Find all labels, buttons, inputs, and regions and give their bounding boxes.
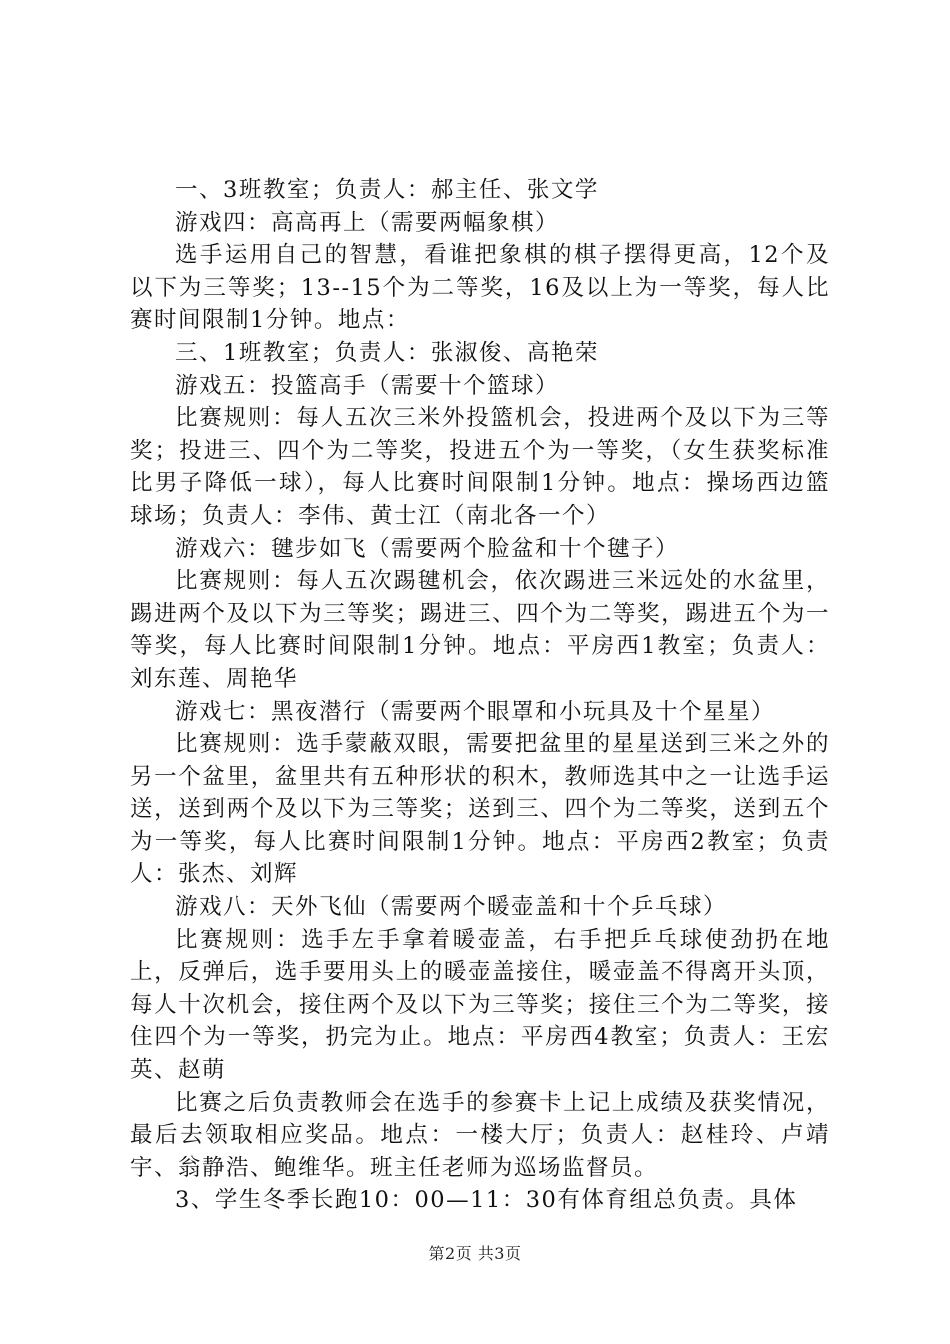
paragraph-location-class3: 一、3班教室；负责人：郝主任、张文学: [175, 177, 599, 203]
paragraph-after-contest: 比赛之后负责教师会在选手的参赛卡上记上成绩及获奖情况，最后去领取相应奖品。地点：一楼大厅；负责人：赵桂玲、卢靖宇、翁静浩、鲍维华。班主任老师为巡场监督员。: [130, 1089, 830, 1181]
paragraph-game6-rules: 比赛规则：每人五次踢毽机会，依次踢进三米远处的水盆里，踢进两个及以下为三等奖；踢进三、四个为二等奖，踢进五个为一等奖，每人比赛时间限制1分钟。地点：平房西1教室；负责人：刘东莲、周艳华: [130, 568, 830, 692]
heading-game6: 游戏六：毽步如飞（需要两个脸盆和十个毽子）: [175, 535, 680, 562]
paragraph-game7-rules: 比赛规则：选手蒙蔽双眼，需要把盆里的星星送到三米之外的另一个盆里，盆里共有五种形状的积木，教师选其中之一让选手运送，送到两个及以下为三等奖；送到三、四个为二等奖，送到五个为一等奖，每人比赛时间限制1分钟。地点：平房西2教室；负责人：张杰、刘辉: [130, 731, 830, 888]
page-footer: 第2页 共3页: [428, 1244, 522, 1263]
paragraph-game4-rules: 选手运用自己的智慧，看谁把象棋的棋子摆得更高，12个及以下为三等奖；13--15个为二等奖，16及以上为一等奖，每人比赛时间限制1分钟。地点：: [130, 242, 830, 334]
heading-game5: 游戏五：投篮高手（需要十个篮球）: [175, 372, 560, 399]
heading-game8: 游戏八：天外飞仙（需要两个暖壶盖和十个乒乓球）: [175, 894, 728, 921]
paragraph-game5-rules: 比赛规则：每人五次三米外投篮机会，投进两个及以下为三等奖；投进三、四个为二等奖，投进五个为一等奖，（女生获奖标准比男子降低一球），每人比赛时间限制1分钟。地点：操场西边篮球场；负责人：李伟、黄士江（南北各一个）: [130, 405, 830, 529]
paragraph-location-class1: 三、1班教室；负责人：张淑俊、高艳荣: [175, 339, 599, 366]
paragraph-winter-run: 3、学生冬季长跑10：00—11：30有体育组总负责。具体: [175, 1187, 798, 1214]
heading-game4: 游戏四：高高再上（需要两幅象棋）: [175, 209, 560, 236]
document-body: [130, 174, 830, 1217]
heading-game7: 游戏七：黑夜潜行（需要两个眼罩和小玩具及十个星星）: [175, 698, 776, 725]
paragraph-game8-rules: 比赛规则：选手左手拿着暖壶盖，右手把乒乓球使劲扔在地上，反弹后，选手要用头上的暖壶盖接住，暖壶盖不得离开头顶，每人十次机会，接住两个及以下为三等奖；接住三个为二等奖，接住四个为一等奖，扔完为止。地点：平房西4教室；负责人：王宏英、赵萌: [130, 926, 830, 1084]
